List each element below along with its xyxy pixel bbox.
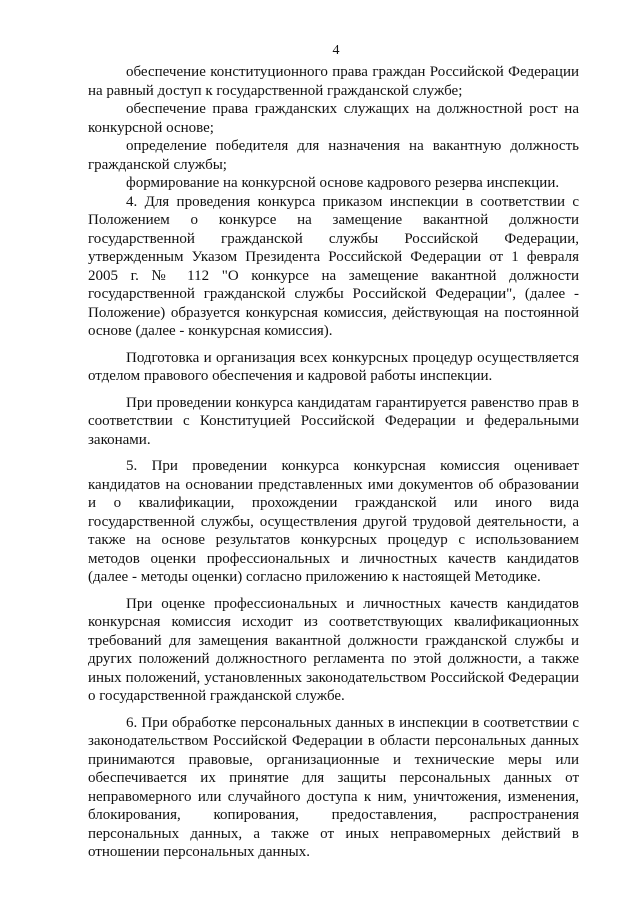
- paragraph-item-6-personal-data: 6. При обработке персональных данных в инспекции в соответствии с законодательством Российской Федерации в области персональных данных принимаются правовые, организационные и технические меры или обеспечивается их принятие для защиты персональных данных от неправомерного или случайного доступа к ним, уничтожения, изменения, блокирования, копирования, предоставления, распространения персональных данных, а также от иных неправомерных действий в отношении персональных данных.: [88, 714, 579, 860]
- paragraph-item-4-commission: 4. Для проведения конкурса приказом инспекции в соответствии с Положением о конкурсе на замещение вакантной должности государственной гражданской службы Российской Федерации, утвержденным Указом Президента Российской Федерации от 1 февраля 2005 г. № 112 "О конкурсе на замещение вакантной должности государственной гражданской службы Российской Федерации", (далее - Положение) образуется конкурсная комиссия, действующая на постоянной основе (далее - конкурсная комиссия).: [88, 193, 579, 339]
- paragraph-qualification-requirements: При оценке профессиональных и личностных качеств кандидатов конкурсная комиссия исходит из соответствующих квалификационных требований для замещения вакантной должности гражданской службы и других положений должностного регламента по этой должности, а также иных положений, установленных законодательством Российской Федерации о государственной гражданской службе.: [88, 595, 579, 704]
- paragraph-goal-personnel-reserve: формирование на конкурсной основе кадрового резерва инспекции.: [126, 175, 560, 191]
- paragraph-preparation: Подготовка и организация всех конкурсных процедур осуществляется отделом правового обеспечения и кадровой работы инспекции.: [88, 349, 579, 384]
- document-body: [88, 63, 579, 862]
- page-number: 4: [332, 43, 340, 58]
- paragraph-equal-rights: При проведении конкурса кандидатам гарантируется равенство прав в соответствии с Конституцией Российской Федерации и федеральными законами.: [88, 394, 579, 448]
- paragraph-goal-career-growth: обеспечение права гражданских служащих на должностной рост на конкурсной основе;: [88, 101, 579, 136]
- paragraph-goal-winner-selection: определение победителя для назначения на вакантную должность гражданской службы;: [88, 138, 579, 173]
- paragraph-goal-equal-access: обеспечение конституционного права граждан Российской Федерации на равный доступ к государственной гражданской службе;: [88, 64, 579, 99]
- paragraph-item-5-evaluation: 5. При проведении конкурса конкурсная комиссия оценивает кандидатов на основании представленных ими документов об образовании и о квалификации, прохождении гражданской или иного вида государственной службы, осуществления другой трудовой деятельности, а также на основе результатов конкурсных процедур с использованием методов оценки профессиональных и личностных качеств кандидатов (далее - методы оценки) согласно приложению к настоящей Методике.: [88, 458, 579, 585]
